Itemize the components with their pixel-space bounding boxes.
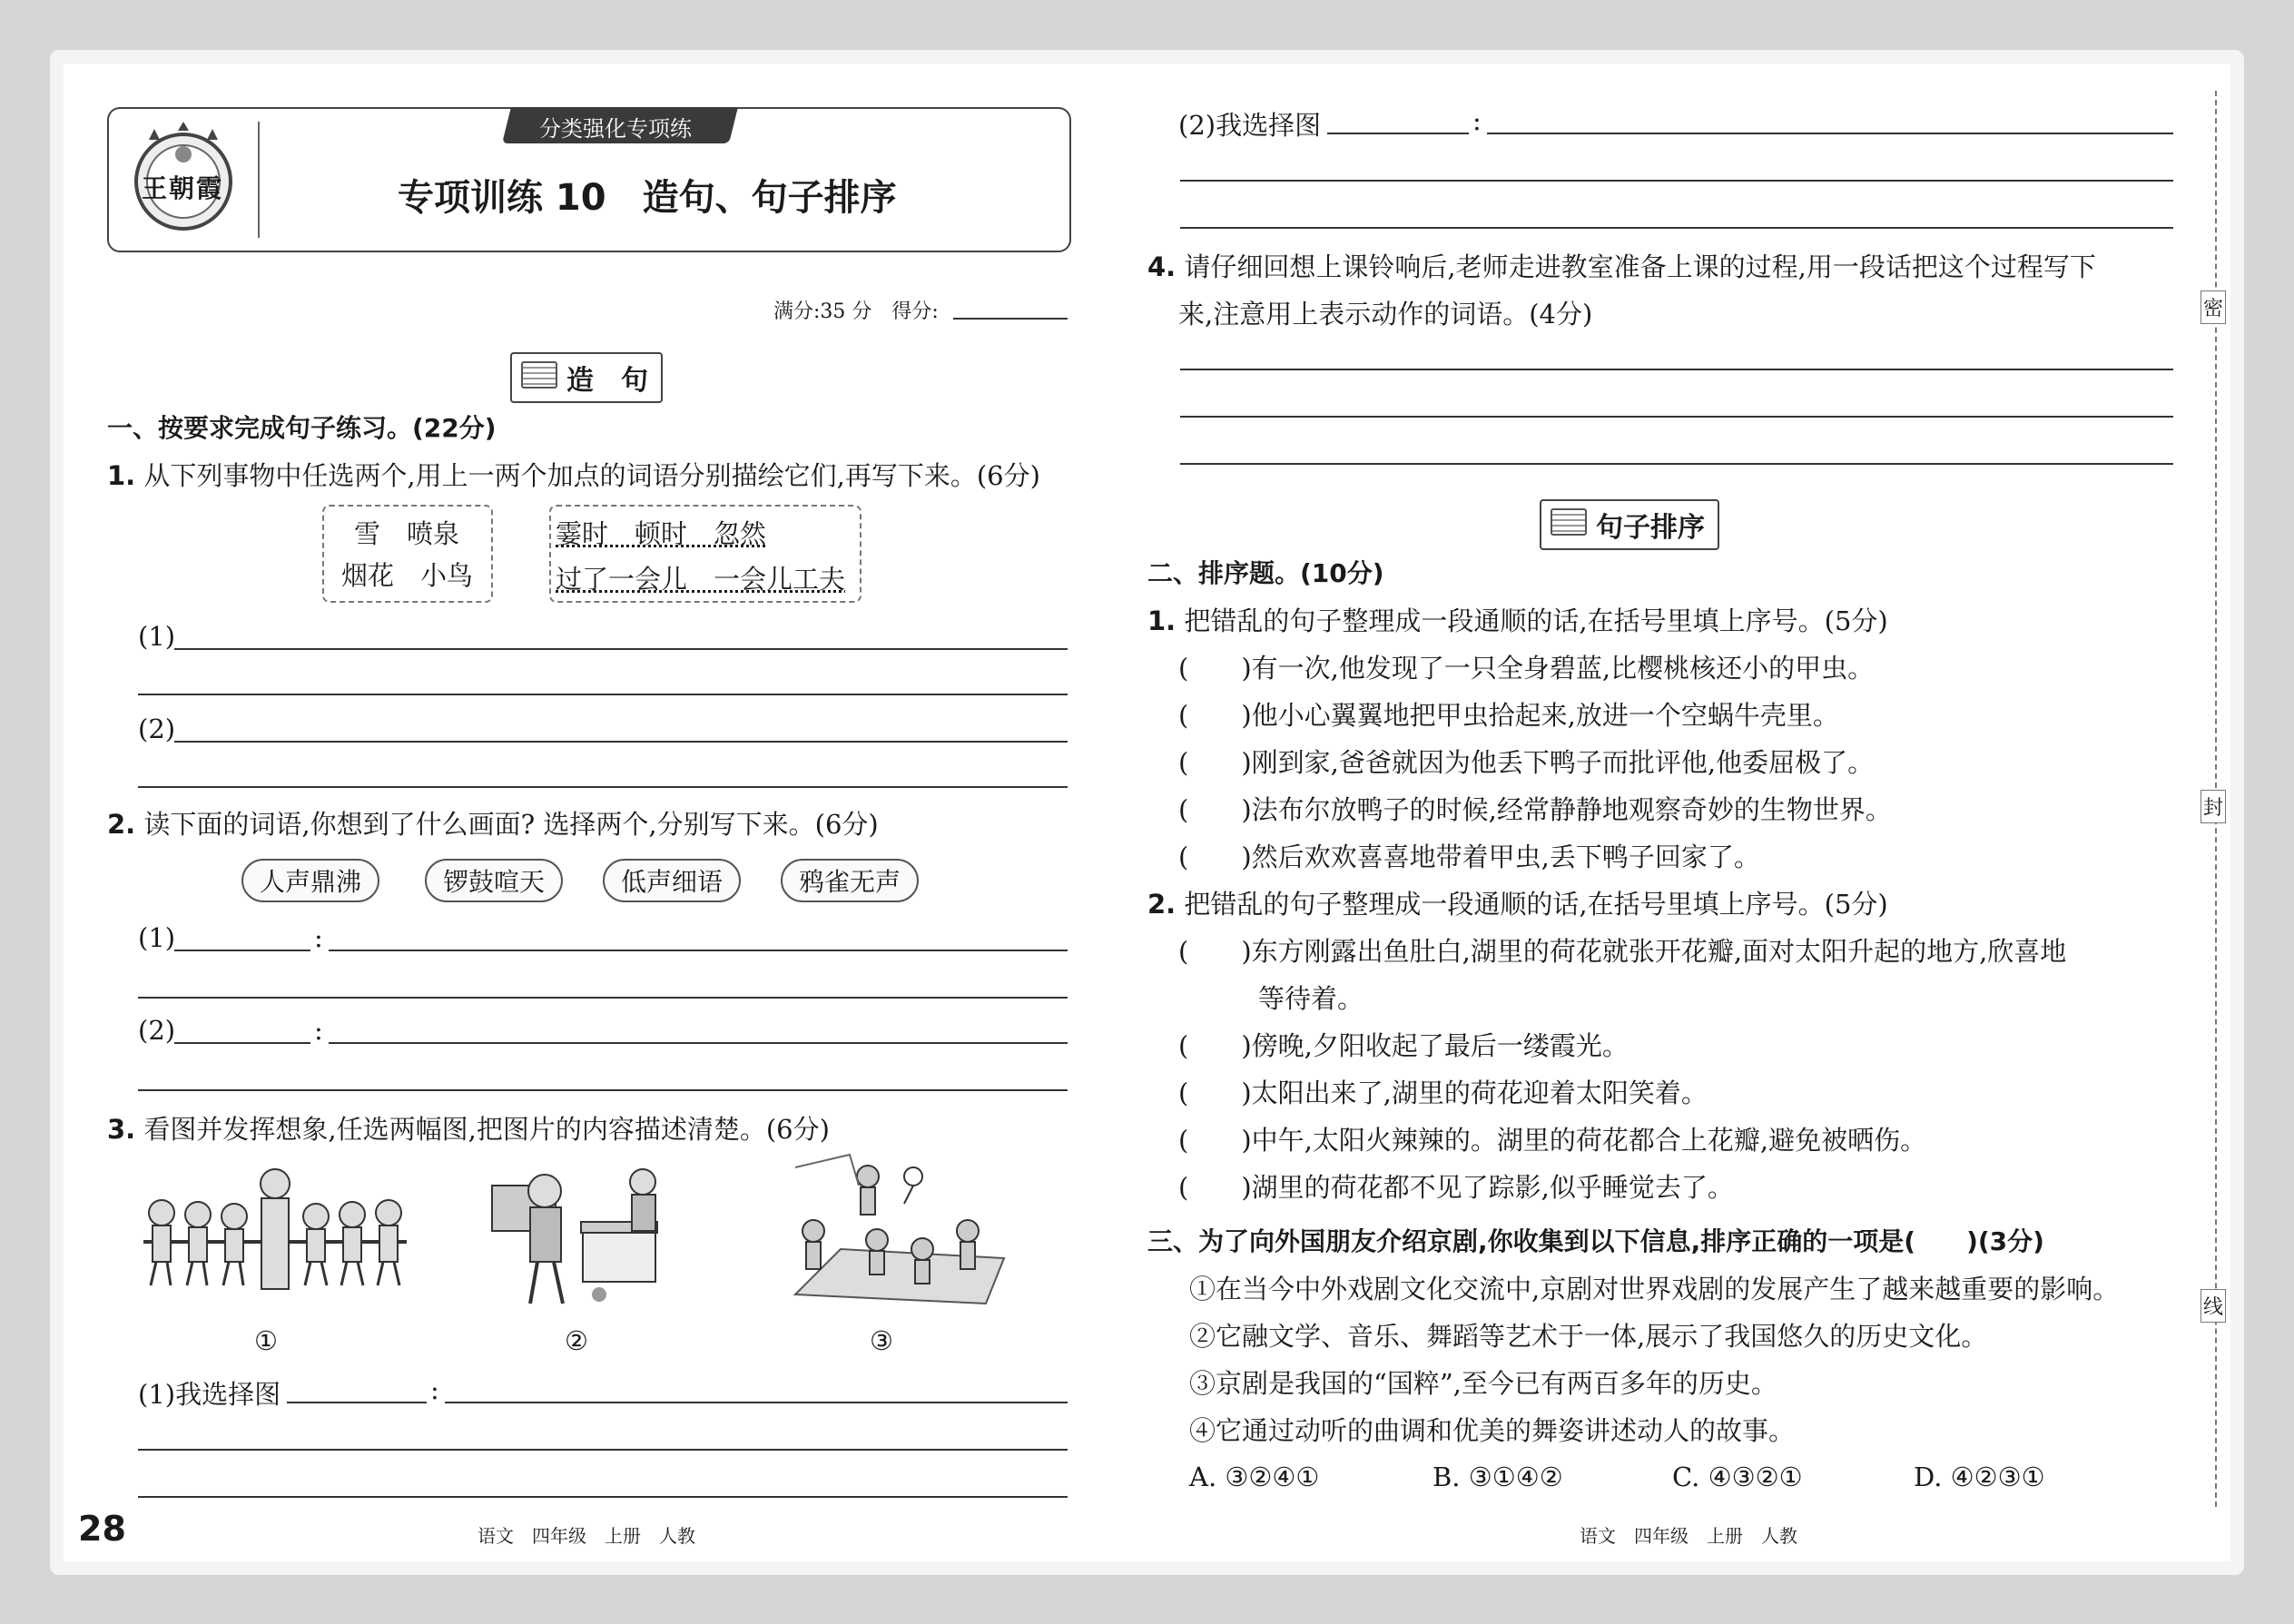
question-4-continued: 来,注意用上表示动作的词语。(4分)	[1178, 299, 1593, 330]
order-item	[1178, 1167, 1734, 1205]
logo-text: 王朝霞	[142, 173, 224, 203]
answer-line[interactable]	[1180, 369, 2173, 370]
option-c[interactable]: C. ④③②①	[1672, 1462, 1803, 1492]
picture-toy-box	[483, 1158, 692, 1313]
banner-label: 分类强化专项练	[539, 116, 692, 142]
order-sentence: 东方刚露出鱼肚白,湖里的荷花就张开花瓣,面对太阳升起的地方,欣喜地	[1251, 936, 2067, 967]
answer-line[interactable]	[138, 694, 1068, 695]
things-row-2: 烟花 小鸟	[341, 560, 474, 591]
order-blank[interactable]: ( )	[1178, 700, 1252, 731]
colon: :	[314, 1015, 323, 1046]
picture-label-2: ②	[565, 1325, 588, 1356]
answer-line[interactable]	[138, 997, 1068, 999]
right-page	[1135, 64, 2230, 1561]
picture-choice-field[interactable]	[287, 1402, 427, 1403]
word-bubble: 鸦雀无声	[781, 859, 919, 902]
order-sentence: 法布尔放鸭子的时候,经常静静地观察奇妙的生物世界。	[1251, 794, 1892, 825]
words-row-1: 霎时 顿时 忽然	[556, 518, 767, 549]
notebook-icon	[1551, 508, 1587, 536]
answer-line[interactable]	[1180, 463, 2173, 465]
order-blank[interactable]: ( )	[1178, 747, 1252, 778]
things-row-1: 雪 喷泉	[354, 518, 460, 549]
word-bubble: 人声鼎沸	[241, 859, 379, 902]
order-item	[1178, 931, 2066, 969]
colon: :	[430, 1374, 439, 1405]
section-title: 造 句	[566, 365, 648, 397]
order-item	[1178, 1026, 1629, 1063]
question-text: 读下面的词语,你想到了什么画面? 选择两个,分别写下来。(6分)	[143, 809, 879, 840]
option-b[interactable]: B. ③①④②	[1433, 1462, 1563, 1492]
header-box	[107, 107, 1071, 252]
colon: :	[1472, 105, 1482, 136]
info-item: ③京剧是我国的“国粹”,至今已有两百多年的历史。	[1189, 1368, 1777, 1399]
order-blank[interactable]: ( )	[1178, 794, 1252, 825]
page-title: 专项训练 10 造句、句子排序	[398, 177, 897, 219]
info-item: ①在当今中外戏剧文化交流中,京剧对世界戏剧的发展产生了越来越重要的影响。	[1189, 1274, 2120, 1304]
order-sentence: 湖里的荷花都不见了踪影,似乎睡觉去了。	[1251, 1172, 1734, 1203]
choose-picture-label-2: (2)我选择图	[1178, 110, 1322, 141]
order-sentence: 有一次,他发现了一只全身碧蓝,比樱桃核还小的甲虫。	[1251, 653, 1875, 684]
word-bubble: 锣鼓喧天	[425, 859, 563, 902]
question-text: 把错乱的句子整理成一段通顺的话,在括号里填上序号。(5分)	[1184, 889, 1888, 920]
order-item	[1178, 743, 1874, 780]
answer-line[interactable]	[174, 741, 1068, 743]
question-text: 看图并发挥想象,任选两幅图,把图片的内容描述清楚。(6分)	[143, 1114, 830, 1145]
answer-label-1: (1)	[138, 922, 176, 953]
answer-label-2: (2)	[138, 714, 176, 744]
option-a[interactable]: A. ③②④①	[1189, 1462, 1320, 1492]
answer-line[interactable]	[1180, 227, 2173, 229]
picture-label-3: ③	[870, 1325, 893, 1356]
question-number: 1.	[107, 460, 136, 491]
question-number: 2.	[107, 809, 136, 840]
score-label: 满分:35 分 得分:	[773, 300, 939, 323]
footer-text: 语文 四年级 上册 人教	[478, 1525, 695, 1547]
question-number: 2.	[1147, 889, 1177, 920]
answer-line[interactable]	[138, 1496, 1068, 1498]
info-item: ④它通过动听的曲调和优美的舞姿讲述动人的故事。	[1189, 1415, 1796, 1446]
question-text: 请仔细回想上课铃响后,老师走进教室准备上课的过程,用一段话把这个过程写下	[1184, 251, 2096, 282]
order-item	[1178, 695, 1839, 733]
score-field[interactable]	[953, 318, 1068, 320]
ordering-question-2	[1147, 884, 1888, 921]
order-item	[1178, 837, 1760, 874]
question-3	[107, 1109, 830, 1147]
picture-park-scene	[786, 1149, 1013, 1313]
order-blank[interactable]: ( )	[1178, 1030, 1252, 1061]
picture-choice-field[interactable]	[1327, 133, 1469, 134]
word-choice-field[interactable]	[174, 950, 310, 951]
part-two-heading: 二、排序题。(10分)	[1147, 558, 1384, 588]
question-number: 3.	[107, 1114, 136, 1145]
notebook-icon	[521, 361, 557, 389]
left-page	[64, 64, 1080, 1561]
picture-label-1: ①	[254, 1325, 278, 1356]
order-item-continued: 等待着。	[1258, 983, 1364, 1014]
order-item	[1178, 1120, 1926, 1157]
page-number: 28	[78, 1509, 126, 1549]
ordering-question-1	[1147, 601, 1888, 638]
question-text: 把错乱的句子整理成一段通顺的话,在括号里填上序号。(5分)	[1184, 605, 1888, 636]
order-blank[interactable]: ( )	[1178, 1078, 1252, 1108]
question-number: 4.	[1147, 251, 1177, 282]
footer-text: 语文 四年级 上册 人教	[1580, 1525, 1797, 1547]
answer-line[interactable]	[138, 1089, 1068, 1091]
section-title: 句子排序	[1596, 512, 1705, 544]
order-item	[1178, 1073, 1708, 1110]
question-text: 从下列事物中任选两个,用上一两个加点的词语分别描绘它们,再写下来。(6分)	[143, 460, 1040, 491]
answer-line[interactable]	[329, 950, 1068, 951]
answer-line[interactable]	[445, 1402, 1068, 1403]
answer-line[interactable]	[138, 786, 1068, 788]
order-item	[1178, 790, 1892, 827]
words-row-2: 过了一会儿 一会儿工夫	[556, 564, 846, 595]
answer-label-1: (1)	[138, 621, 176, 652]
order-sentence: 刚到家,爸爸就因为他丢下鸭子而批评他,他委屈极了。	[1251, 747, 1875, 778]
colon: :	[314, 922, 323, 953]
answer-line[interactable]	[329, 1042, 1068, 1044]
order-sentence: 中午,太阳火辣辣的。湖里的荷花都合上花瓣,避免被晒伤。	[1251, 1125, 1927, 1156]
order-sentence: 太阳出来了,湖里的荷花迎着太阳笑着。	[1251, 1078, 1708, 1108]
word-choice-field[interactable]	[174, 1042, 310, 1044]
info-item: ②它融文学、音乐、舞蹈等艺术于一体,展示了我国悠久的历史文化。	[1189, 1321, 1988, 1352]
choose-picture-label-1: (1)我选择图	[138, 1379, 281, 1410]
answer-line[interactable]	[1487, 133, 2173, 134]
order-sentence: 傍晚,夕阳收起了最后一缕霞光。	[1251, 1030, 1629, 1061]
answer-line[interactable]	[1180, 416, 2173, 418]
answer-line[interactable]	[1180, 180, 2173, 182]
side-mark: 封	[2200, 790, 2226, 823]
question-4	[1147, 247, 2096, 284]
worksheet-spread	[64, 64, 2230, 1561]
answer-label-2: (2)	[138, 1015, 176, 1046]
order-sentence: 然后欢欢喜喜地带着甲虫,丢下鸭子回家了。	[1251, 842, 1760, 872]
order-item	[1178, 648, 1874, 685]
answer-line[interactable]	[174, 648, 1068, 650]
logo	[122, 122, 260, 238]
question-2	[107, 804, 879, 842]
order-blank[interactable]: ( )	[1178, 1125, 1252, 1156]
question-number: 1.	[1147, 605, 1177, 636]
picture-tug-of-war	[134, 1158, 416, 1313]
option-d[interactable]: D. ④②③①	[1914, 1462, 2045, 1492]
part-one-heading: 一、按要求完成句子练习。(22分)	[107, 413, 497, 443]
order-blank[interactable]: ( )	[1178, 653, 1252, 684]
side-mark: 密	[2200, 290, 2226, 324]
order-blank[interactable]: ( )	[1178, 842, 1252, 872]
section-heading-sentence-making	[510, 352, 663, 403]
order-blank[interactable]: ( )	[1178, 936, 1252, 967]
side-mark: 线	[2200, 1289, 2226, 1323]
question-1	[107, 456, 1040, 493]
word-bubble: 低声细语	[603, 859, 741, 902]
answer-line[interactable]	[138, 1449, 1068, 1451]
section-heading-sentence-ordering	[1540, 499, 1719, 550]
order-blank[interactable]: ( )	[1178, 1172, 1252, 1203]
part-three-heading: 三、为了向外国朋友介绍京剧,你收集到以下信息,排序正确的一项是( )(3分)	[1147, 1226, 2044, 1256]
order-sentence: 他小心翼翼地把甲虫拾起来,放进一个空蜗牛壳里。	[1251, 700, 1839, 731]
